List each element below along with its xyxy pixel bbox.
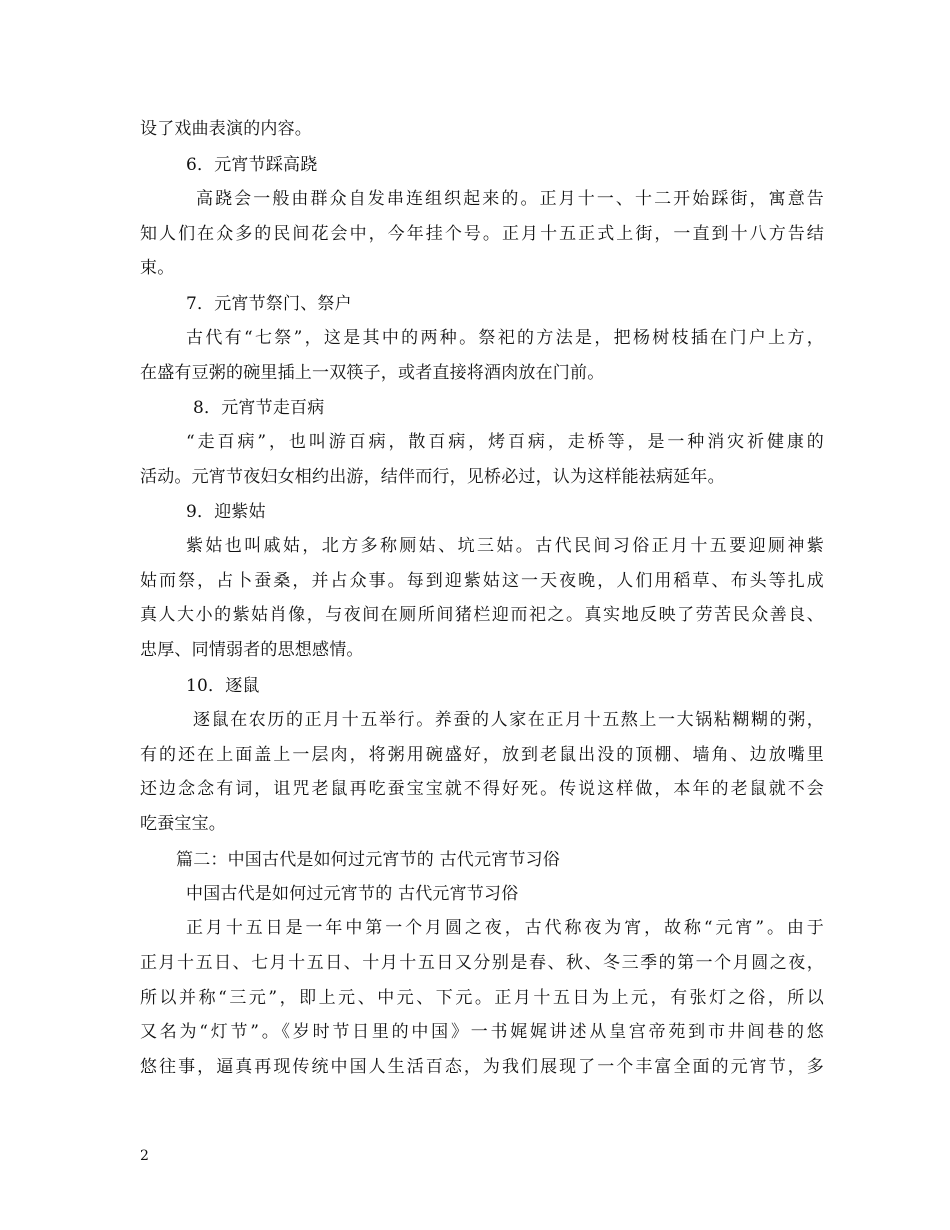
text-line: 姑而祭，占卜蚕桑，并占众事。每到迎紫姑这一天夜晚，人们用稻草、布头等扎成 [140,571,824,591]
text-line: 真人大小的紫姑肖像，与夜间在厕所间猪栏迎而祀之。真实地反映了劳苦民众善良、 [140,605,824,625]
section-heading: 7．元宵节祭门、祭户 [186,294,352,314]
part-title: 篇二：中国古代是如何过元宵节的 古代元宵节习俗 [176,850,561,870]
text-line: 正月十五日、七月十五日、十月十五日又分别是春、秋、冬三季的第一个月圆之夜， [140,953,824,973]
text-line: 忠厚、同情弱者的思想感情。 [140,640,364,660]
page-number: 2 [140,1148,149,1164]
section-heading: 8．元宵节走百病 [193,398,325,418]
text-line: 束。 [140,258,175,278]
text-line: 还边念念有词，诅咒老鼠再吃蚕宝宝就不得好死。传说这样做，本年的老鼠就不会 [140,779,824,799]
text-line: 设了戏曲表演的内容。 [140,119,312,139]
text-line: 高跷会一般由群众自发串连组织起来的。正月十一、十二开始踩街，寓意告 [196,189,824,209]
text-line: 古代有“七祭”，这是其中的两种。祭祀的方法是，把杨树枝插在门户上方， [186,328,824,348]
text-line: 有的还在上面盖上一层肉，将粥用碗盛好，放到老鼠出没的顶棚、墙角、边放嘴里 [140,745,824,765]
section-heading: 6．元宵节踩高跷 [186,155,318,175]
text-line: 正月十五日是一年中第一个月圆之夜，古代称夜为宵，故称“元宵”。由于 [186,918,824,938]
text-line: 在盛有豆粥的碗里插上一双筷子，或者直接将酒肉放在门前。 [140,363,605,383]
text-line: 紫姑也叫戚姑，北方多称厕姑、坑三姑。古代民间习俗正月十五要迎厕神紫 [186,536,824,556]
text-line: 知人们在众多的民间花会中，今年挂个号。正月十五正式上街，一直到十八方告结 [140,224,824,244]
text-line: 所以并称“三元”，即上元、中元、下元。正月十五日为上元，有张灯之俗，所以 [140,988,824,1008]
part-subtitle: 中国古代是如何过元宵节的 古代元宵节习俗 [186,884,519,904]
section-heading: 9．迎紫姑 [186,502,266,522]
text-line: 活动。元宵节夜妇女相约出游，结伴而行，见桥必过，认为这样能祛病延年。 [140,467,725,487]
text-line: 悠往事，逼真再现传统中国人生活百态，为我们展现了一个丰富全面的元宵节，多 [140,1057,824,1077]
section-heading: 10．逐鼠 [186,676,260,696]
text-line: 逐鼠在农历的正月十五举行。养蚕的人家在正月十五熬上一大锅粘糊糊的粥， [193,710,824,730]
text-line: 吃蚕宝宝。 [140,814,226,834]
text-line: 又名为“灯节”。《岁时节日里的中国》一书娓娓讲述从皇宫帝苑到市井闾巷的悠 [140,1022,824,1042]
text-line: “走百病”，也叫游百病，散百病，烤百病，走桥等，是一种消灾祈健康的 [186,432,824,452]
